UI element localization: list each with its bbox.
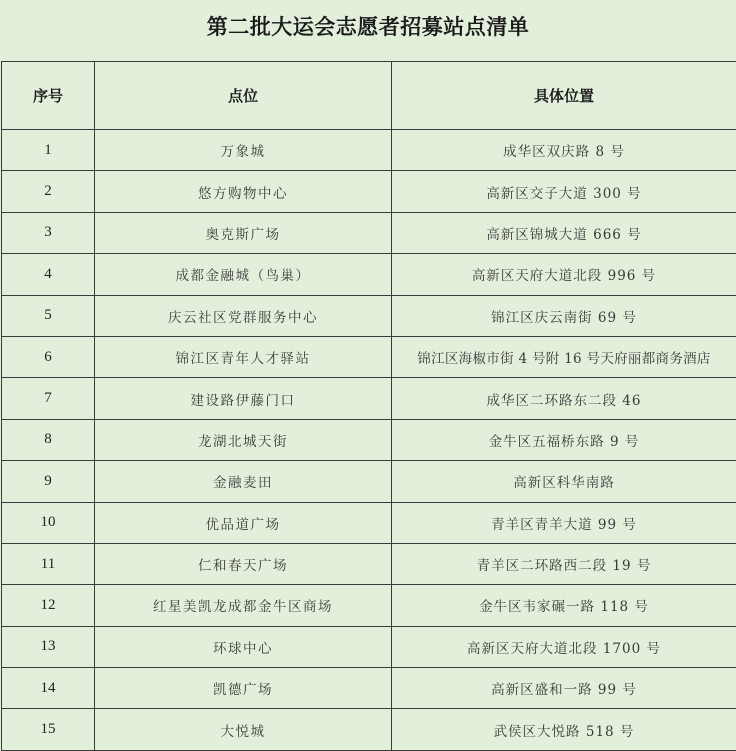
row-address: 高新区交子大道 300 号: [392, 171, 736, 212]
row-location: 悠方购物中心: [95, 171, 392, 212]
row-location: 建设路伊藤门口: [95, 378, 392, 419]
table-row: [2, 171, 736, 212]
table-row: [2, 461, 736, 502]
row-address: 锦江区庆云南街 69 号: [392, 295, 736, 336]
row-location: 凯德广场: [95, 668, 392, 709]
row-index: 6: [2, 336, 95, 377]
row-location: 成都金融城（鸟巢）: [95, 254, 392, 295]
row-index: 7: [2, 378, 95, 419]
document-title: 第二批大运会志愿者招募站点清单: [206, 15, 530, 39]
table-row: [2, 419, 736, 460]
table-row: [2, 543, 736, 584]
row-address: 成华区二环路东二段 46: [392, 378, 736, 419]
header-index: 序号: [2, 62, 95, 130]
row-index: 15: [2, 709, 95, 750]
table-row: [2, 130, 736, 171]
row-address: 青羊区二环路西二段 19 号: [392, 543, 736, 584]
row-address: 高新区盛和一路 99 号: [392, 668, 736, 709]
table-row: [2, 709, 736, 750]
row-location: 环球中心: [95, 626, 392, 667]
row-location: 锦江区青年人才驿站: [95, 336, 392, 377]
row-address: 高新区科华南路: [392, 461, 736, 502]
row-location: 龙湖北城天街: [95, 419, 392, 460]
row-location: 金融麦田: [95, 461, 392, 502]
row-address: 锦江区海椒市街 4 号附 16 号天府丽都商务酒店: [392, 336, 736, 377]
table-row: [2, 585, 736, 626]
row-index: 14: [2, 668, 95, 709]
table-row: [2, 336, 736, 377]
row-index: 8: [2, 419, 95, 460]
row-address: 金牛区韦家碾一路 118 号: [392, 585, 736, 626]
row-location: 优品道广场: [95, 502, 392, 543]
row-address: 金牛区五福桥东路 9 号: [392, 419, 736, 460]
row-index: 10: [2, 502, 95, 543]
row-location: 红星美凯龙成都金牛区商场: [95, 585, 392, 626]
row-index: 5: [2, 295, 95, 336]
row-address: 青羊区青羊大道 99 号: [392, 502, 736, 543]
table-row: [2, 626, 736, 667]
table-row: [2, 212, 736, 253]
row-index: 3: [2, 212, 95, 253]
row-index: 9: [2, 461, 95, 502]
table-row: [2, 378, 736, 419]
row-index: 13: [2, 626, 95, 667]
row-address: 武侯区大悦路 518 号: [392, 709, 736, 750]
row-index: 1: [2, 130, 95, 171]
table-row: [2, 295, 736, 336]
row-address: 高新区锦城大道 666 号: [392, 212, 736, 253]
row-location: 庆云社区党群服务中心: [95, 295, 392, 336]
table-header-row: [2, 62, 736, 130]
row-index: 4: [2, 254, 95, 295]
row-index: 12: [2, 585, 95, 626]
row-address: 高新区天府大道北段 996 号: [392, 254, 736, 295]
table-row: [2, 502, 736, 543]
row-address: 高新区天府大道北段 1700 号: [392, 626, 736, 667]
station-table: [1, 61, 736, 751]
header-location: 点位: [95, 62, 392, 130]
row-location: 奥克斯广场: [95, 212, 392, 253]
header-address: 具体位置: [392, 62, 736, 130]
table-row: [2, 254, 736, 295]
table-row: [2, 668, 736, 709]
row-address: 成华区双庆路 8 号: [392, 130, 736, 171]
row-index: 2: [2, 171, 95, 212]
row-location: 万象城: [95, 130, 392, 171]
row-location: 大悦城: [95, 709, 392, 750]
row-index: 11: [2, 543, 95, 584]
row-location: 仁和春天广场: [95, 543, 392, 584]
